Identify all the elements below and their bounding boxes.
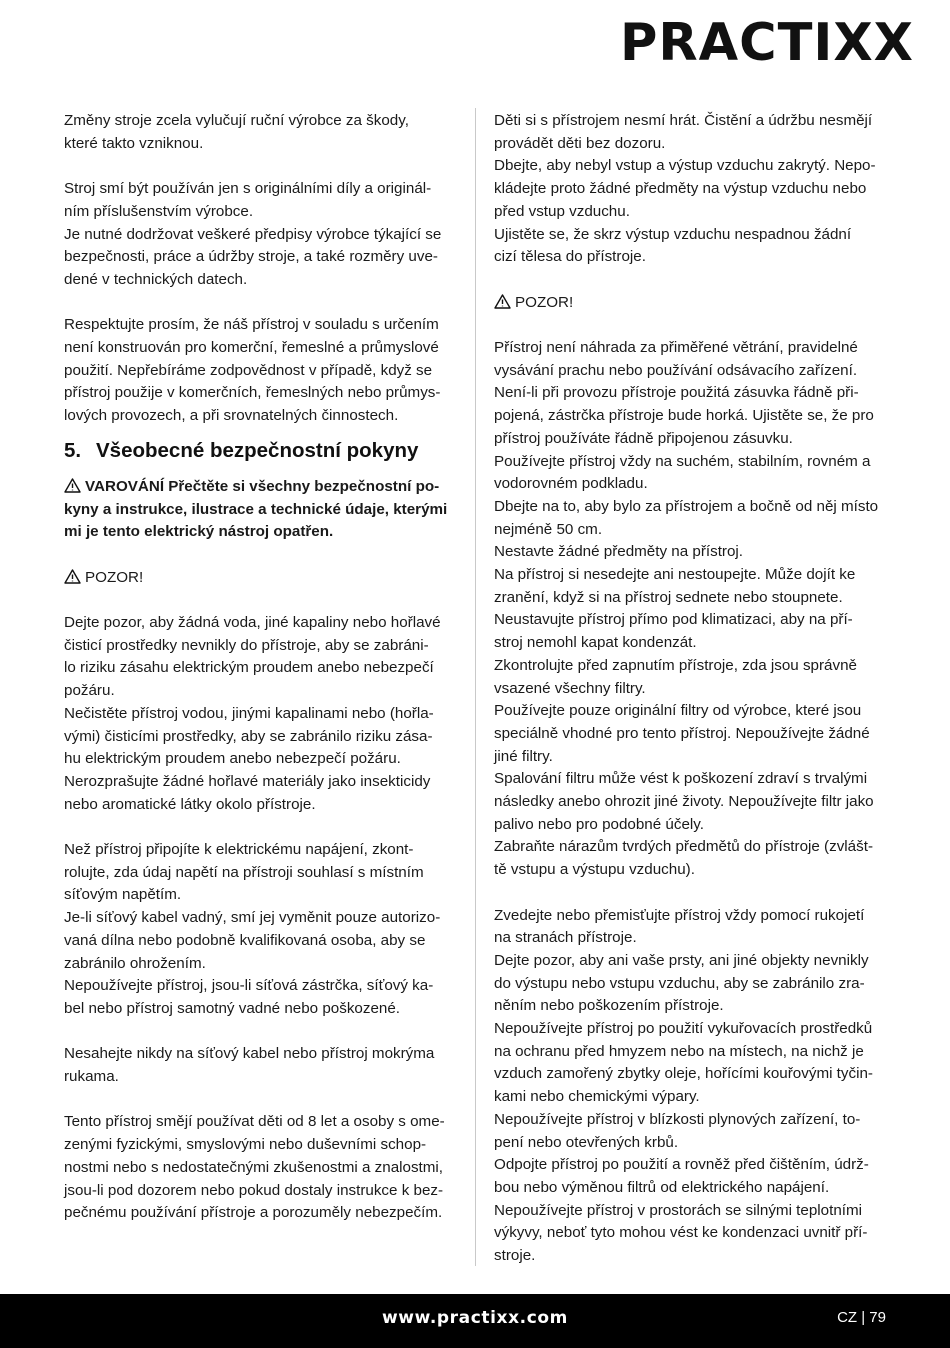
text-line: mi je tento elektrický nástroj opatřen. [64,523,334,541]
text-line: Nepoužívejte přístroj po použití vykuřovacích prostředků [494,1020,873,1038]
text-line: Nesahejte nikdy na síťový kabel nebo přístroj mokrýma [64,1045,435,1063]
text-line: Zkontrolujte před zapnutím přístroje, zda jsou správně [494,656,857,674]
text-line: Tento přístroj smějí používat děti od 8 let a osoby s ome- [64,1113,445,1131]
section-number: 5. [64,438,82,462]
text-line: pení nebo otevřených krbů. [494,1133,679,1151]
paragraph-gap [494,269,887,292]
text-line: Dejte pozor, aby žádná voda, jiné kapaliny nebo hořlavé [64,614,441,631]
column-divider [475,108,476,1266]
footer-page-number: CZ | 79 [837,1309,886,1326]
text-line: bezpečnosti, práce a údržby stroje, a také rozměry uve- [64,248,438,266]
text-line: Respektujte prosím, že náš přístroj v souladu s určením [64,316,439,334]
logo-text: PRACTIXX [620,16,914,73]
text-line: nebo aromatické látky okolo přístroje. [64,795,316,813]
body-paragraph [64,314,457,428]
text-line: palivo nebo pro podobné účely. [494,815,704,833]
text-line: kami nebo chemickými výpary. [494,1088,700,1106]
text-line: do výstupu nebo vstupu vzduchu, aby se zabránilo zra- [494,974,865,992]
practixx-logo [620,16,916,74]
paragraph-gap [64,1021,457,1044]
paragraph-gap [494,314,887,337]
text-line: zabránilo ohrožením. [64,954,206,972]
body-paragraph [64,839,457,1021]
body-paragraph [494,110,887,269]
text-line: následky anebo ohrozit jiné životy. Nepoužívejte filtr jako [494,793,874,811]
text-line: vysávání prachu nebo používání odsávacího zařízení. [494,361,858,379]
text-line: které takto vzniknou. [64,134,204,152]
text-line: na ochranu před hmyzem nebo na místech, na nichž je [494,1042,864,1060]
text-line: Nečistěte přístroj vodou, jinými kapalinami nebo (hořla- [64,704,434,722]
text-line: bel nebo přístroj samotný vadné nebo poškozené. [64,999,401,1017]
body-paragraph [64,178,457,292]
text-line: lových provozech, a při srovnatelných činnostech. [64,407,399,425]
text-line: dené v technických datech. [64,270,248,288]
body-paragraph [64,612,457,816]
warning-triangle-icon [64,478,81,493]
caution-text: POZOR! [85,568,144,586]
text-line: ním příslušenstvím výrobce. [64,202,254,220]
text-line: kládejte proto žádné předměty na výstup vzduchu nebo [494,180,867,198]
paragraph-gap [64,816,457,839]
text-line: vsazené všechny filtry. [494,679,646,697]
text-line: stroje. [494,1247,536,1265]
text-line: stroj nemohl kapat kondenzát. [494,634,697,652]
caution-text: POZOR! [515,293,574,311]
text-line: Dejte pozor, aby ani vaše prsty, ani jiné objekty nevnikly [494,951,869,969]
text-line: Stroj smí být používán jen s originálními díly a originál- [64,180,432,198]
text-line: nostmi nebo s nedostatečnými zkušenostmi a znalostmi, [64,1158,444,1176]
text-line: lo riziku zásahu elektrickým proudem anebo nebezpečí [64,659,434,677]
text-line: pečnému používání přístroje a porozuměly nebezpečím. [64,1204,443,1222]
text-line: vzduch zamořený zbytky oleje, hořícími kouřovými tyčin- [494,1065,873,1083]
text-line: cizí tělesa do přístroje. [494,248,646,266]
text-line: na stranách přístroje. [494,929,637,947]
footer-website-url[interactable]: www.practixx.com [382,1308,568,1328]
paragraph-gap [64,155,457,178]
text-line: kyny a instrukce, ilustrace a technické údaje, kterými [64,500,448,518]
text-line: Odpojte přístroj po použití a rovněž před čištěním, údrž- [494,1156,869,1174]
text-line: síťovým napětím. [64,886,182,904]
caution-label [64,567,457,590]
text-line: VAROVÁNÍ Přečtěte si všechny bezpečnostní po- [64,476,457,499]
text-line: použití. Nepřebíráme zodpovědnost v případě, když se [64,361,433,379]
text-line: Používejte pouze originální filtry od výrobce, které jsou [494,702,862,720]
text-line: jsou-li pod dozorem nebo pokud dostaly instrukce k bez- [64,1181,444,1199]
page-footer [0,1294,950,1348]
text-line: Nepoužívejte přístroj, jsou-li síťová zástrčka, síťový ka- [64,977,434,995]
body-paragraph [64,1043,457,1088]
text-line: Je-li síťový kabel vadný, smí jej vyměnit pouze autorizo- [64,909,441,927]
text-line: Děti si s přístrojem nesmí hrát. Čistění a údržbu nesmějí [494,112,873,129]
body-paragraph [64,1111,457,1225]
caution-label [494,292,887,315]
text-line: Zvedejte nebo přemisťujte přístroj vždy pomocí rukojetí [494,906,865,924]
paragraph-gap [64,589,457,612]
body-paragraph [494,905,887,1268]
text-line: výkyvy, neboť tyto mohou vést ke kondenzaci uvnitř pří- [494,1224,868,1242]
left-column [64,110,457,1225]
body-paragraph [494,337,887,882]
text-line: vými) čisticími prostředky, aby se zabránilo riziku zása- [64,727,433,745]
text-line: přístroj používáte řádně připojenou zásuvku. [494,429,793,447]
text-line: bou nebo výměnou filtrů od elektrického napájení. [494,1179,830,1196]
text-line: není konstruován pro komerční, řemeslné a průmyslové [64,339,439,356]
paragraph-gap [494,882,887,905]
text-line: Než přístroj připojíte k elektrickému napájení, zkont- [64,841,414,859]
text-line: Změny stroje zcela vylučují ruční výrobce za škody, [64,112,409,129]
text-line: Dbejte, aby nebyl vstup a výstup vzduchu zakrytý. Nepo- [494,157,876,175]
body-paragraph [64,110,457,155]
text-line: pojená, zástrčka přístroje bude horká. Ujistěte se, že pro [494,407,874,425]
text-line: vaná dílna nebo podobně kvalifikovaná osoba, aby se [64,931,426,949]
text-line: jiné filtry. [494,747,553,765]
section-heading [64,438,457,464]
text-line: Používejte přístroj vždy na suchém, stabilním, rovném a [494,452,871,470]
text-line: zenými fyzickými, smyslovými nebo duševními schop- [64,1136,427,1154]
text-line: Přístroj není náhrada za přiměřené větrání, pravidelné [494,339,858,356]
text-line: nejméně 50 cm. [494,520,603,538]
text-line: Nepoužívejte přístroj v prostorách se silnými teplotními [494,1201,863,1219]
text-line: Neustavujte přístroj přímo pod klimatizaci, aby na pří- [494,611,853,629]
text-line: zranění, když si na přístroj sednete nebo stoupnete. [494,588,843,606]
right-column [494,110,887,1268]
text-line: požáru. [64,682,115,700]
warning-triangle-icon [494,294,511,309]
text-line: přístroj použije v komerčních, řemeslných nebo průmys- [64,384,441,402]
text-line: čisticí prostředky nevnikly do přístroje, aby se zabráni- [64,636,429,654]
text-line: hu elektrickým proudem anebo nebezpečí požáru. [64,750,401,768]
warning-paragraph [64,476,457,544]
text-line: tě vstupu a výstupu vzduchu). [494,861,695,879]
paragraph-gap [64,544,457,567]
text-line: Spalování filtru může vést k poškození zdraví s trvalými [494,770,868,788]
text-line: provádět děti bez dozoru. [494,134,666,152]
text-line: Zabraňte nárazům tvrdých předmětů do přístroje (zvlášt- [494,838,873,856]
text-line: vodorovném podkladu. [494,475,648,493]
text-line: speciálně vhodné pro tento přístroj. Nepoužívejte žádné [494,724,870,742]
text-line: Nepoužívejte přístroj v blízkosti plynových zařízení, to- [494,1110,861,1128]
paragraph-gap [64,1089,457,1112]
text-line: rolujte, zda údaj napětí na přístroji souhlasí s místním [64,863,424,881]
text-line: něním nebo poškozením přístroje. [494,997,724,1015]
text-line: Není-li při provozu přístroje použitá zásuvka řádně při- [494,384,859,402]
text-line: Nerozprašujte žádné hořlavé materiály jako insekticidy [64,772,431,790]
text-line: Je nutné dodržovat veškeré předpisy výrobce týkající se [64,225,442,243]
text-line: Ujistěte se, že skrz výstup vzduchu nespadnou žádní [494,225,852,243]
section-title: Všeobecné bezpečnostní pokyny [96,438,419,462]
text-line: Nestavte žádné předměty na přístroj. [494,543,744,561]
text-line: před vstup vzduchu. [494,202,630,220]
text-line: rukama. [64,1068,119,1086]
warning-triangle-icon [64,569,81,584]
paragraph-gap [64,292,457,315]
text-line: Dbejte na to, aby bylo za přístrojem a bočně od něj místo [494,497,879,515]
text-line: Na přístroj si nesedejte ani nestoupejte. Může dojít ke [494,566,856,584]
